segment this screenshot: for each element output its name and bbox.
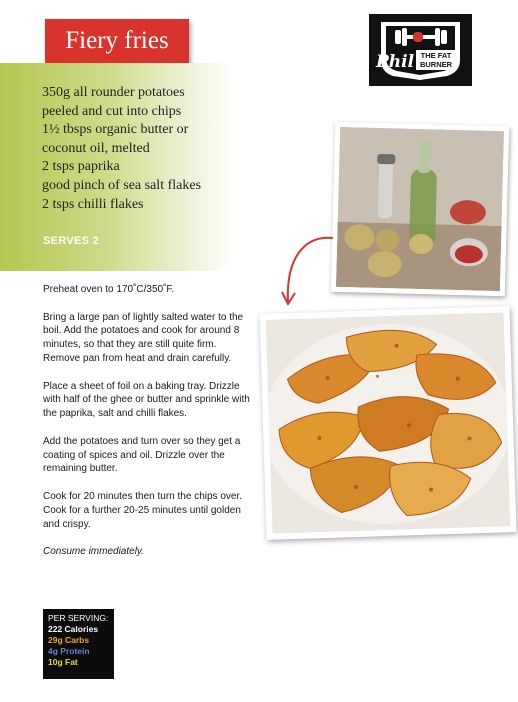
- ingredient-item: peeled and cut into chips: [42, 103, 182, 119]
- logo-tagline: THE FAT BURNER: [416, 50, 456, 70]
- recipe-title: Fiery fries: [65, 27, 169, 54]
- method-step: Place a sheet of foil on a baking tray. Drizzle with half of the ghee or butter and sprinkle with the paprika, salt and chilli flakes.: [43, 380, 250, 420]
- method-step: Bring a large pan of lightly salted water to the boil. Add the potatoes and cook for around 8 minutes, so that they are still quite firm. Remove pan from heat and drain carefully.: [43, 311, 244, 364]
- ingredients-photo-image: [336, 127, 504, 291]
- nutrition-heading: PER SERVING:: [48, 613, 109, 623]
- dumbbell-icon: [393, 26, 449, 48]
- nutrition-carbs: 29g Carbs: [48, 635, 90, 645]
- ingredients-photo: [331, 122, 509, 296]
- ingredients-list: [42, 84, 242, 214]
- curved-arrow-icon: [278, 230, 338, 310]
- fries-photo: [260, 306, 517, 540]
- fries-photo-image: [266, 312, 511, 533]
- serves-label: SERVES 2: [43, 235, 100, 247]
- logo-brand: Phil: [376, 52, 415, 72]
- method-steps: [43, 283, 253, 573]
- nutrition-protein: 4g Protein: [48, 646, 90, 656]
- ingredient-item: 350g all rounder potatoes: [42, 85, 185, 100]
- method-step: Preheat oven to 170˚C/350˚F.: [43, 284, 175, 295]
- nutrition-box: [43, 609, 114, 679]
- nutrition-fat: 10g Fat: [48, 657, 78, 667]
- title-banner: [45, 19, 189, 63]
- nutrition-calories: 222 Calories: [48, 624, 99, 634]
- brand-logo: [369, 14, 472, 86]
- method-step: Add the potatoes and turn over so they get a coating of spices and oil. Drizzle over the remaining butter.: [43, 435, 241, 475]
- ingredient-item: good pinch of sea salt flakes: [42, 177, 202, 193]
- method-step-final: Consume immediately.: [43, 546, 144, 558]
- method-step: Cook for 20 minutes then turn the chips over. Cook for a further 20-25 minutes until golden and crispy.: [43, 490, 242, 530]
- ingredient-item: 1½ tbsps organic butter or: [42, 122, 189, 138]
- ingredient-item: coconut oil, melted: [42, 140, 150, 156]
- ingredient-item: 2 tsps paprika: [42, 159, 120, 175]
- ingredient-item: 2 tsps chilli flakes: [42, 196, 144, 212]
